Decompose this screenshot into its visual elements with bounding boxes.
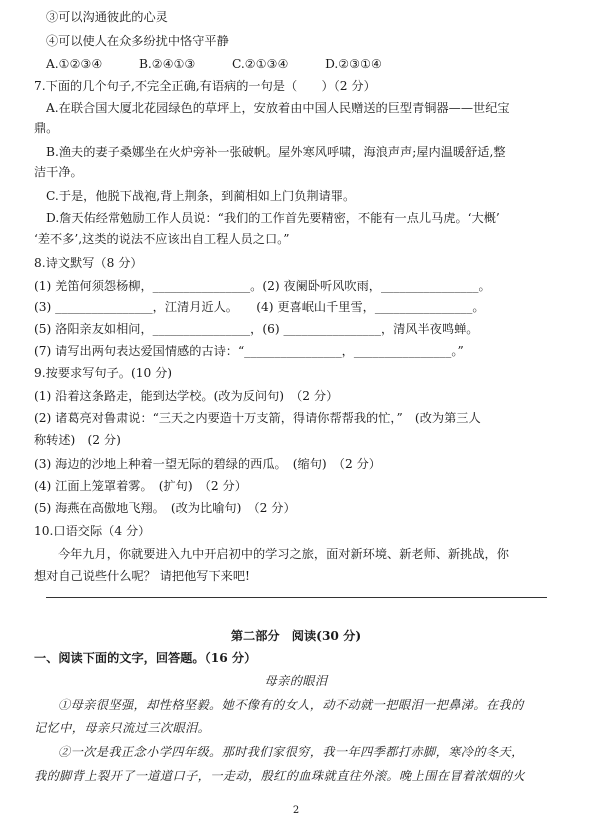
q9-item-2: (2) 诸葛亮对鲁肃说：“三天之内要造十万支箭，得请你帮帮我的忙，” (改为第三人 bbox=[34, 411, 481, 425]
question-9-stem: 9.按要求写句子。(10 分) bbox=[34, 366, 173, 380]
option-line-3: ③可以沟通彼此的心灵 bbox=[46, 10, 168, 24]
reading-question-heading: 一、阅读下面的文字，回答题。（16 分） bbox=[34, 651, 257, 665]
q8-line-4: (7) 请写出两句表达爱国情感的古诗：“________________，________________。” bbox=[34, 344, 464, 358]
q9-item-5: (5) 海燕在高傲地飞翔。 (改为比喻句) （2 分） bbox=[34, 501, 296, 515]
q8-line-3: (5) 洛阳亲友如相问，________________，(6) ________________，清风半夜鸣蝉。 bbox=[34, 322, 479, 336]
article-paragraph-2-cont: 我的脚背上裂开了一道道口子，一走动，殷红的血珠就直往外滚。晚上围在冒着浓烟的火 bbox=[34, 769, 525, 783]
answer-line bbox=[46, 597, 547, 598]
article-paragraph-2: ②一次是我正念小学四年级。那时我们家很穷，我一年四季都打赤脚，寒冷的冬天， bbox=[58, 745, 524, 759]
article-title: 母亲的眼泪 bbox=[264, 674, 328, 688]
q7-option-d: D.詹天佑经常勉励工作人员说：“我们的工作首先要精密，不能有一点儿马虎。‘大概’ bbox=[46, 211, 500, 225]
part-two-title: 第二部分 阅读(30 分) bbox=[230, 629, 362, 643]
q7-option-a-cont: 鼎。 bbox=[34, 121, 59, 135]
q8-line-2: (3) ________________，江清月近人。 (4) 更喜岷山千里雪，________________。 bbox=[34, 300, 485, 314]
q10-prompt: 今年九月，你就要进入九中开启初中的学习之旅，面对新环境、新老师、新挑战，你 bbox=[58, 547, 509, 561]
q7-option-b: B.渔夫的妻子桑娜坐在火炉旁补一张破帆。屋外寒风呼啸，海浪声声;屋内温暖舒适,整 bbox=[46, 145, 506, 159]
q9-item-2-cont: 称转述) (2 分) bbox=[34, 433, 121, 447]
q8-line-1: (1) 羌笛何须怨杨柳，________________。(2) 夜阑卧听风吹雨，________________。 bbox=[34, 279, 491, 293]
question-10-stem: 10.口语交际（4 分） bbox=[34, 524, 151, 538]
q7-option-a: A.在联合国大厦北花园绿色的草坪上，安放着由中国人民赠送的巨型青铜器——世纪宝 bbox=[46, 101, 510, 115]
option-line-4: ④可以使人在众多纷扰中恪守平静 bbox=[46, 34, 229, 48]
article-paragraph-1: ①母亲很坚强，却性格坚毅。她不像有的女人，动不动就一把眼泪一把鼻涕。在我的 bbox=[58, 698, 524, 712]
page-number: 2 bbox=[292, 805, 300, 816]
q7-option-d-cont: ‘差不多’,这类的说法不应该出自工程人员之口。” bbox=[34, 232, 290, 246]
q7-option-b-cont: 洁干净。 bbox=[34, 165, 83, 179]
answer-choices-6: A.①②③④ B.②④①③ C.②①③④ D.②③①④ bbox=[46, 57, 382, 71]
question-7-stem: 7.下面的几个句子,不完全正确,有语病的一句是（ ）（2 分） bbox=[34, 79, 376, 93]
q10-prompt-cont: 想对自己说些什么呢？ 请把他写下来吧! bbox=[34, 569, 250, 583]
question-8-stem: 8.诗文默写（8 分） bbox=[34, 256, 143, 270]
q9-item-3: (3) 海边的沙地上种着一望无际的碧绿的西瓜。 (缩句) （2 分） bbox=[34, 457, 381, 471]
article-paragraph-1-cont: 记忆中，母亲只流过三次眼泪。 bbox=[34, 721, 211, 735]
q7-option-c: C.于是，他脱下战袍,背上荆条，到蔺相如上门负荆请罪。 bbox=[46, 189, 356, 203]
q9-item-1: (1) 沿着这条路走，能到达学校。(改为反问句) （2 分） bbox=[34, 389, 339, 403]
q9-item-4: (4) 江面上笼罩着雾。 (扩句) （2 分） bbox=[34, 479, 247, 493]
